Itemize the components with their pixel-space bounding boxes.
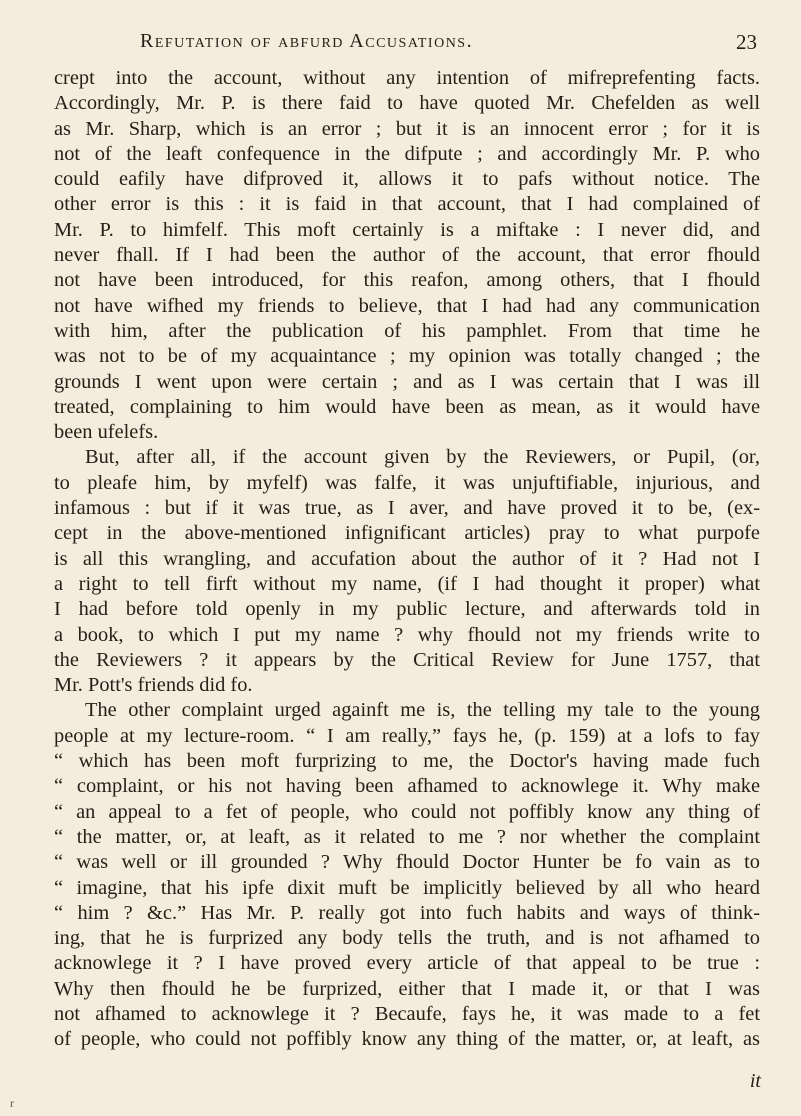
text-line: “ imagine, that his ipfe dixit muft be implicitly believed by all who heard	[54, 876, 760, 899]
text-line: “ complaint, or his not having been afhamed to acknowlege it. Why make	[54, 775, 760, 798]
text-line: “ him ? &c.” Has Mr. P. really got into fuch habits and ways of think-	[54, 901, 760, 924]
text-line: cept in the above-mentioned infignificant articles) pray to what purpofe	[54, 522, 760, 545]
text-line: other error is this : it is faid in that account, that I had complained of	[54, 193, 760, 216]
text-line: a right to tell firft without my name, (if I had thought it proper) what	[54, 572, 760, 595]
text-line: crept into the account, without any intention of mifreprefenting facts.	[54, 67, 760, 89]
text-line: is all this wrangling, and accufation about the author of it ? Had not I	[54, 547, 760, 570]
text-line: people at my lecture-room. “ I am really,” fays he, (p. 159) at a lofs to fay	[54, 724, 760, 747]
text-line: “ an appeal to a fet of people, who could not poffibly know any thing of	[54, 800, 760, 823]
text-line: was not to be of my acquaintance ; my opinion was totally changed ; the	[54, 345, 760, 368]
text-line: I had before told openly in my public lecture, and afterwards told in	[54, 598, 760, 621]
text-line: not afhamed to acknowlege it ? Becaufe, fays he, it was made to a fet	[54, 1002, 760, 1025]
text-line: ing, that he is furprized any body tells the truth, and is not afhamed to	[54, 927, 760, 950]
text-line: not have wifhed my friends to believe, that I had had any communication	[54, 294, 760, 317]
text-line: acknowlege it ? I have proved every article of that appeal to be true :	[54, 952, 760, 975]
text-line: The other complaint urged againft me is, the telling my tale to the young	[85, 699, 760, 722]
text-line: not have been introduced, for this reafon, among others, that I fhould	[54, 269, 760, 292]
text-line: Mr. Pott's friends did fo.	[54, 674, 253, 697]
text-line: “ the matter, or, at leaft, as it related to me ? nor whether the complaint	[54, 825, 760, 848]
text-line: of people, who could not poffibly know any thing of the matter, or, at leaft, as	[54, 1028, 760, 1051]
text-line: with him, after the publication of his pamphlet. From that time he	[54, 319, 760, 342]
text-line: “ which has been moft furprizing to me, the Doctor's having made fuch	[54, 750, 760, 773]
text-line: “ was well or ill grounded ? Why fhould Doctor Hunter be fo vain as to	[54, 851, 760, 874]
body-text	[54, 66, 760, 1053]
text-line: treated, complaining to him would have been as mean, as it would have	[54, 395, 760, 418]
text-line: never fhall. If I had been the author of the account, that error fhould	[54, 244, 760, 267]
text-line: Accordingly, Mr. P. is there faid to have quoted Mr. Chefelden as well	[54, 92, 760, 115]
text-line: not of the leaft confequence in the difpute ; and accordingly Mr. P. who	[54, 142, 760, 165]
text-line: Why then fhould he be furprized, either that I made it, or that I was	[54, 977, 760, 1000]
margin-mark: r	[10, 1096, 14, 1110]
running-head	[0, 26, 801, 56]
text-line: could eafily have difproved it, allows it to pafs without notice. The	[54, 168, 760, 191]
catchword: it	[749, 1070, 761, 1092]
text-line: a book, to which I put my name ? why fhould not my friends write to	[54, 623, 760, 646]
text-line: grounds I went upon were certain ; and as I was certain that I was ill	[54, 370, 760, 393]
text-line: been ufelefs.	[54, 421, 159, 444]
text-line: Mr. P. to himfelf. This moft certainly is a miftake : I never did, and	[54, 218, 760, 241]
text-line: the Reviewers ? it appears by the Critical Review for June 1757, that	[54, 648, 760, 671]
text-line: infamous : but if it was true, as I aver, and have proved it to be, (ex-	[54, 497, 760, 520]
running-title: Refutation of abfurd Accusations.	[140, 30, 474, 52]
text-line: as Mr. Sharp, which is an error ; but it is an innocent error ; for it is	[54, 117, 760, 140]
text-line: to pleafe him, by myfelf) was falfe, it was unjuftifiable, injurious, and	[54, 471, 760, 494]
page-number: 23	[736, 30, 757, 54]
text-line: But, after all, if the account given by the Reviewers, or Pupil, (or,	[85, 446, 760, 469]
